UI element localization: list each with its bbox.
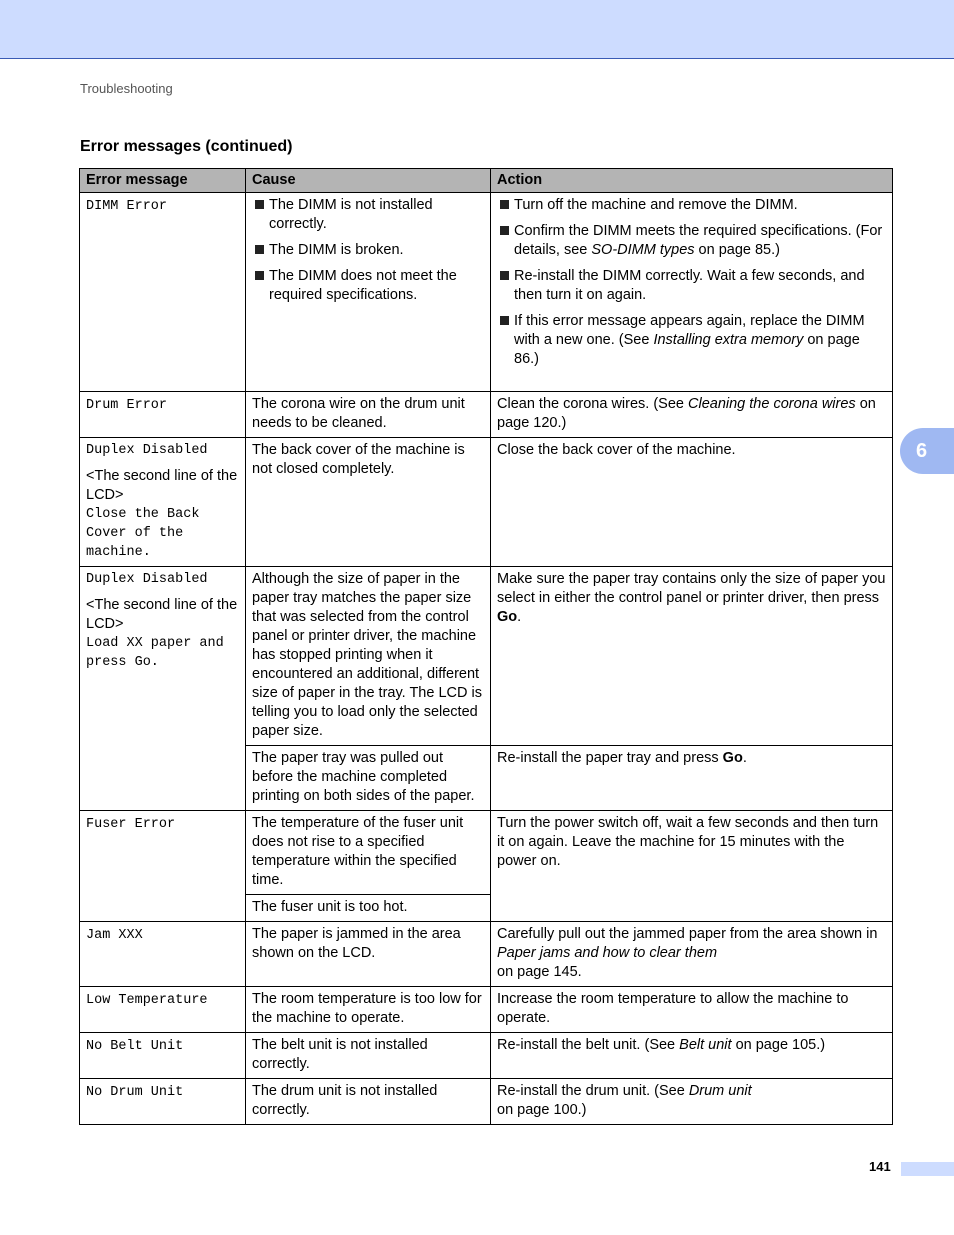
table-row bbox=[80, 1079, 893, 1125]
action-cell: Re-install the belt unit. (See Belt unit on page 105.) bbox=[491, 1033, 893, 1079]
error-code-text: Duplex Disabled bbox=[86, 572, 208, 587]
cause-cell: The room temperature is too low for the machine to operate. bbox=[246, 987, 491, 1033]
error-code bbox=[80, 811, 246, 922]
list-item: The DIMM does not meet the required specifications. bbox=[252, 267, 484, 305]
lcd-note: <The second line of the LCD> bbox=[86, 597, 238, 632]
error-code-text: Low Temperature bbox=[86, 993, 208, 1008]
running-header: Troubleshooting bbox=[80, 81, 173, 96]
lcd-line: Load XX paper and bbox=[86, 636, 224, 651]
cause-cell: The paper is jammed in the area shown on the LCD. bbox=[246, 922, 491, 987]
action-cell: Re-install the paper tray and press Go. bbox=[491, 746, 893, 811]
list-item: The DIMM is broken. bbox=[252, 241, 484, 260]
table-row bbox=[80, 1033, 893, 1079]
lcd-note: <The second line of the LCD> bbox=[86, 468, 238, 503]
error-code bbox=[80, 1079, 246, 1125]
error-code-text: Duplex Disabled bbox=[86, 443, 208, 458]
bullet-icon bbox=[255, 245, 264, 254]
cause-cell: The fuser unit is too hot. bbox=[246, 895, 491, 922]
action-cell: Re-install the drum unit. (See Drum unit on page 100.) bbox=[491, 1079, 893, 1125]
table-row bbox=[80, 438, 893, 567]
error-code bbox=[80, 987, 246, 1033]
lcd-line: machine. bbox=[86, 545, 151, 560]
table-row bbox=[80, 392, 893, 438]
go-key-label: Go bbox=[722, 750, 743, 766]
action-cell: Close the back cover of the machine. bbox=[491, 438, 893, 567]
header-cause: Cause bbox=[246, 169, 491, 193]
list-item: The DIMM is not installed correctly. bbox=[252, 196, 484, 234]
error-code-text: DIMM Error bbox=[86, 199, 168, 214]
action-cell: Increase the room temperature to allow the machine to operate. bbox=[491, 987, 893, 1033]
table-row bbox=[80, 811, 893, 895]
table-row bbox=[80, 567, 893, 746]
error-code bbox=[80, 392, 246, 438]
cause-list bbox=[252, 196, 484, 305]
bullet-icon bbox=[500, 200, 509, 209]
table-row bbox=[80, 922, 893, 987]
error-code-text: Drum Error bbox=[86, 398, 168, 413]
cause-cell: The corona wire on the drum unit needs to be cleaned. bbox=[246, 392, 491, 438]
error-messages-table bbox=[79, 168, 893, 1125]
chapter-tab[interactable]: 6 bbox=[900, 428, 954, 474]
cause-cell: The back cover of the machine is not closed completely. bbox=[246, 438, 491, 567]
action-cell: Carefully pull out the jammed paper from the area shown in Paper jams and how to clear them on page 145. bbox=[491, 922, 893, 987]
action-cell: Clean the corona wires. (See Cleaning the corona wires on page 120.) bbox=[491, 392, 893, 438]
cause-cell: The paper tray was pulled out before the machine completed printing on both sides of the paper. bbox=[246, 746, 491, 811]
table-row bbox=[80, 193, 893, 392]
cross-reference-link[interactable]: Belt unit bbox=[679, 1037, 732, 1053]
error-code bbox=[80, 193, 246, 392]
cross-reference-link[interactable]: Paper jams and how to clear them bbox=[497, 945, 718, 961]
error-code-text: Fuser Error bbox=[86, 817, 176, 832]
error-code-text: No Drum Unit bbox=[86, 1085, 184, 1100]
bullet-icon bbox=[500, 226, 509, 235]
page-number: 141 bbox=[869, 1159, 891, 1174]
cross-reference-link[interactable]: Cleaning the corona wires bbox=[688, 396, 856, 412]
action-cell: Make sure the paper tray contains only the size of paper you select in either the control panel or printer driver, then press Go. bbox=[491, 567, 893, 746]
cross-reference-link[interactable]: Installing extra memory bbox=[653, 332, 804, 348]
cross-reference-link[interactable]: SO-DIMM types bbox=[591, 242, 695, 258]
bullet-icon bbox=[500, 316, 509, 325]
action-cell: Turn the power switch off, wait a few seconds and then turn it on again. Leave the machine for 15 minutes with the power on. bbox=[491, 811, 893, 922]
list-item: Turn off the machine and remove the DIMM. bbox=[497, 196, 886, 215]
top-banner bbox=[0, 0, 954, 59]
error-code bbox=[80, 922, 246, 987]
header-error-message: Error message bbox=[80, 169, 246, 193]
list-item: If this error message appears again, replace the DIMM with a new one. (See Installing extra memory on page 86.) bbox=[497, 312, 886, 369]
table-row bbox=[80, 987, 893, 1033]
section-title: Error messages (continued) bbox=[80, 138, 293, 155]
cross-reference-link[interactable]: Drum unit bbox=[688, 1083, 752, 1099]
cause-cell: The belt unit is not installed correctly. bbox=[246, 1033, 491, 1079]
cause-cell: The drum unit is not installed correctly. bbox=[246, 1079, 491, 1125]
error-code-text: Jam XXX bbox=[86, 928, 143, 943]
cause-cell bbox=[246, 193, 491, 392]
header-action: Action bbox=[491, 169, 893, 193]
action-cell bbox=[491, 193, 893, 392]
error-code-text: No Belt Unit bbox=[86, 1039, 184, 1054]
lcd-line: press Go. bbox=[86, 655, 159, 670]
page-footer-bar bbox=[901, 1162, 954, 1176]
lcd-line: Close the Back bbox=[86, 507, 200, 522]
error-code bbox=[80, 438, 246, 567]
cause-cell: The temperature of the fuser unit does not rise to a specified temperature within the specified time. bbox=[246, 811, 491, 895]
bullet-icon bbox=[255, 200, 264, 209]
bullet-icon bbox=[255, 271, 264, 280]
error-code bbox=[80, 567, 246, 811]
list-item: Re-install the DIMM correctly. Wait a few seconds, and then turn it on again. bbox=[497, 267, 886, 305]
table-header-row bbox=[80, 169, 893, 193]
action-list bbox=[497, 196, 886, 369]
lcd-line: Cover of the bbox=[86, 526, 184, 541]
cause-cell: Although the size of paper in the paper tray matches the paper size that was selected from the control panel or printer driver, the machine has stopped printing when it encountered an additional, different size of paper in the tray. The LCD is telling you to load only the selected paper size. bbox=[246, 567, 491, 746]
list-item: Confirm the DIMM meets the required specifications. (For details, see SO-DIMM types on page 85.) bbox=[497, 222, 886, 260]
bullet-icon bbox=[500, 271, 509, 280]
go-key-label: Go bbox=[497, 609, 518, 625]
error-code bbox=[80, 1033, 246, 1079]
